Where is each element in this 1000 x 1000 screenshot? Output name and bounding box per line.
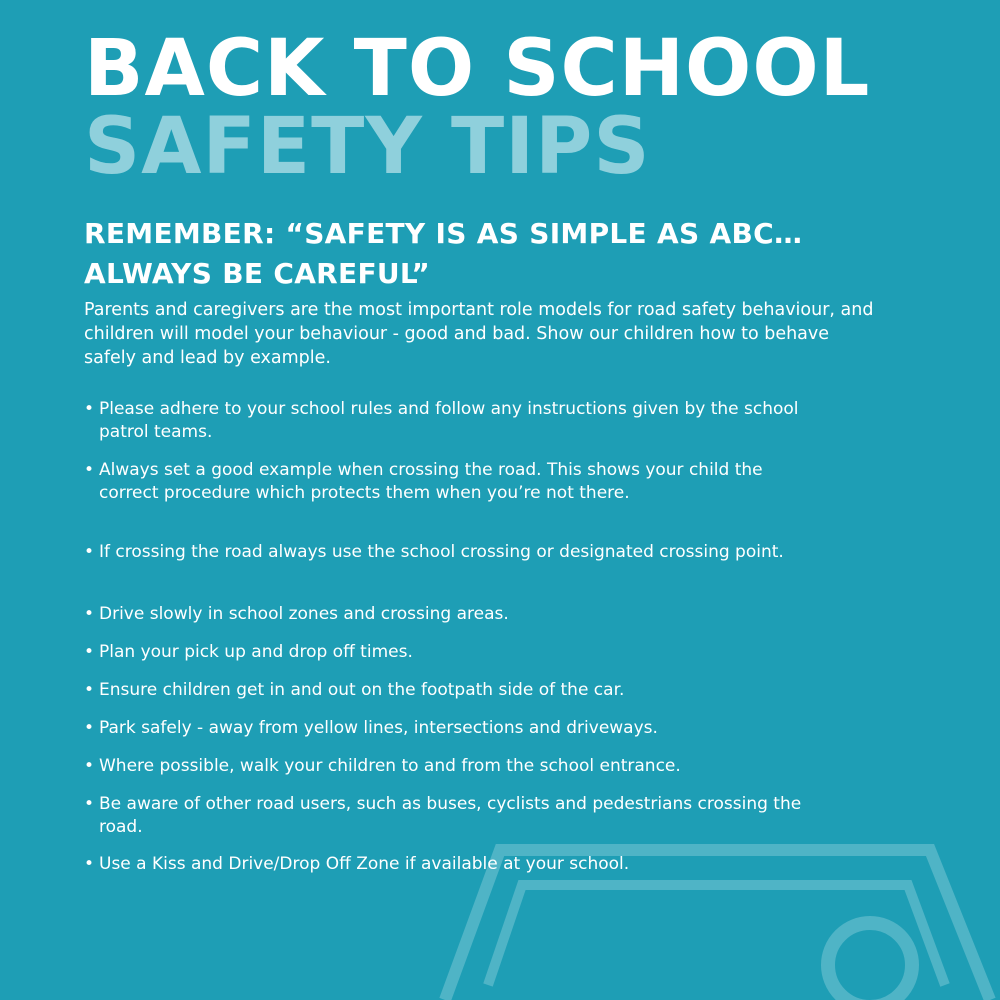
bullet: • bbox=[84, 542, 95, 562]
tip-item bbox=[84, 541, 804, 564]
subheading-line-2: ALWAYS BE CAREFUL” bbox=[84, 257, 431, 290]
bullet: • bbox=[84, 854, 95, 874]
tip-text: Plan your pick up and drop off times. bbox=[99, 642, 413, 662]
tip-text: Ensure children get in and out on the footpath side of the car. bbox=[99, 680, 625, 700]
tip-text: Please adhere to your school rules and follow any instructions given by the school patrol teams. bbox=[99, 399, 799, 442]
tip-item bbox=[84, 603, 804, 626]
tip-item bbox=[84, 717, 804, 740]
tip-item bbox=[84, 641, 804, 664]
tip-item bbox=[84, 793, 804, 839]
tip-text: Use a Kiss and Drive/Drop Off Zone if available at your school. bbox=[99, 854, 630, 874]
subheading bbox=[84, 214, 802, 294]
tip-text: Park safely - away from yellow lines, intersections and driveways. bbox=[99, 718, 658, 738]
bullet: • bbox=[84, 604, 95, 624]
tip-text: Where possible, walk your children to and from the school entrance. bbox=[99, 756, 681, 776]
subheading-line-1: REMEMBER: “SAFETY IS AS SIMPLE AS ABC… bbox=[84, 217, 803, 250]
tip-item bbox=[84, 679, 804, 702]
intro-paragraph: Parents and caregivers are the most important role models for road safety behaviour, and children will model your behaviour - good and bad. Show our children how to behave safely and lead by example. bbox=[84, 300, 874, 368]
title-line-2: SAFETY TIPS bbox=[84, 102, 651, 192]
bullet: • bbox=[84, 756, 95, 776]
bullet: • bbox=[84, 642, 95, 662]
tip-item bbox=[84, 398, 804, 444]
tip-item bbox=[84, 853, 804, 876]
bullet: • bbox=[84, 718, 95, 738]
tip-text: Drive slowly in school zones and crossing areas. bbox=[99, 604, 509, 624]
bullet: • bbox=[84, 680, 95, 700]
tip-text: Always set a good example when crossing the road. This shows your child the correct procedure which protects them when you’re not there. bbox=[99, 460, 763, 503]
tip-text: Be aware of other road users, such as buses, cyclists and pedestrians crossing the road. bbox=[99, 794, 802, 837]
title-line-1: BACK TO SCHOOL bbox=[84, 24, 871, 114]
tip-text: If crossing the road always use the school crossing or designated crossing point. bbox=[99, 542, 784, 562]
bullet: • bbox=[84, 399, 95, 419]
tip-item bbox=[84, 755, 804, 778]
bullet: • bbox=[84, 794, 95, 814]
tip-item bbox=[84, 459, 804, 505]
bullet: • bbox=[84, 460, 95, 480]
